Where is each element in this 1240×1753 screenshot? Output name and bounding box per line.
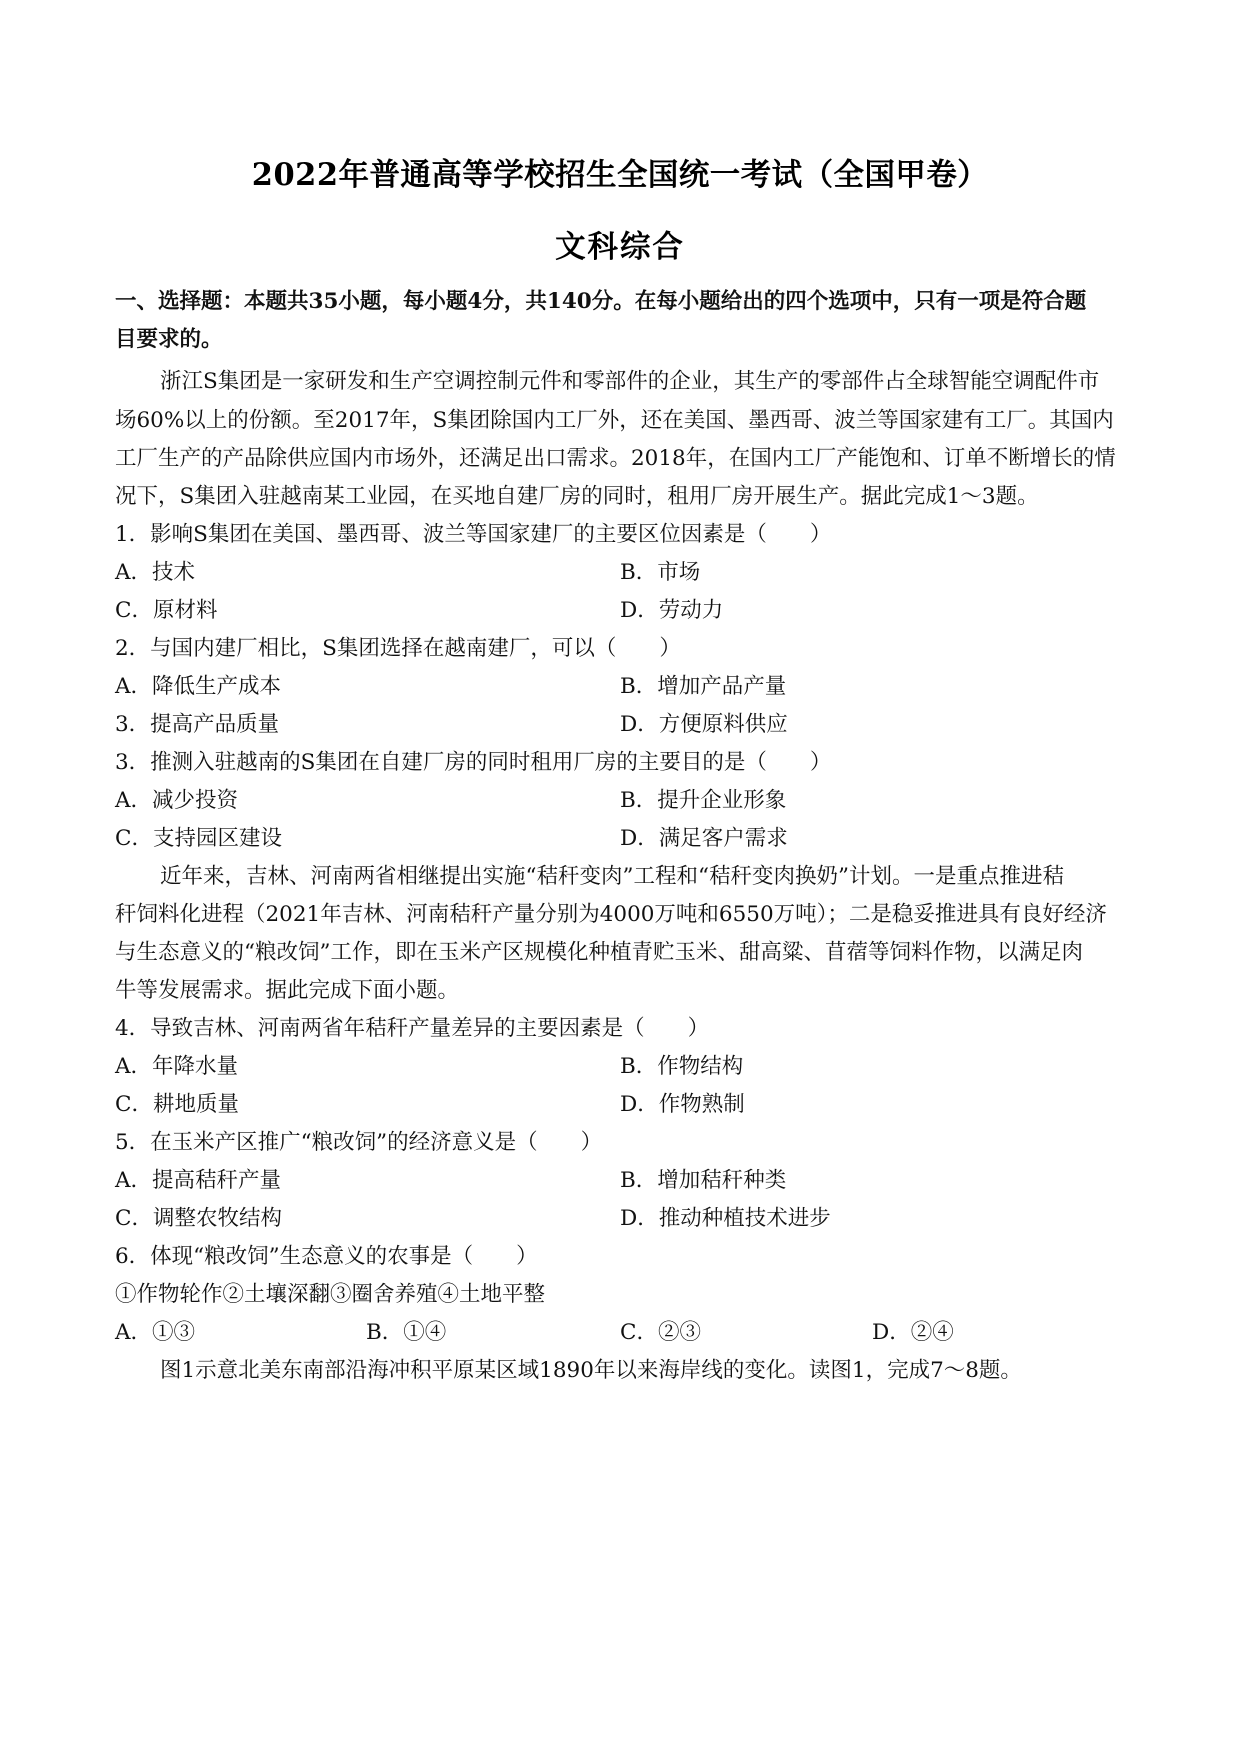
option: A．降低生产成本 <box>115 674 282 699</box>
option: C．原材料 <box>115 598 218 623</box>
question-stem: 5．在玉米产区推广“粮改饲”的经济意义是（ ） <box>115 1130 603 1155</box>
passage-line: 秆饲料化进程（2021年吉林、河南秸秆产量分别为4000万吨和6550万吨）；二是稳妥推进具有良好经济 <box>115 902 1107 927</box>
question-items: ①作物轮作②土壤深翻③圈舍养殖④土地平整 <box>115 1282 546 1307</box>
exam-title: 2022年普通高等学校招生全国统一考试（全国甲卷） <box>251 157 989 193</box>
option: D．作物熟制 <box>620 1092 745 1117</box>
question-stem: 1．影响S集团在美国、墨西哥、波兰等国家建厂的主要区位因素是（ ） <box>115 522 832 547</box>
passage-line: 况下，S集团入驻越南某工业园，在买地自建厂房的同时，租用厂房开展生产。据此完成1～3题。 <box>115 484 1039 509</box>
option: B．增加产品产量 <box>620 674 787 699</box>
option: B．提升企业形象 <box>620 788 787 813</box>
passage-line: 浙江S集团是一家研发和生产空调控制元件和零部件的企业，其生产的零部件占全球智能空调配件市 <box>160 369 1100 394</box>
option: D．劳动力 <box>620 598 724 623</box>
passage-line: 近年来，吉林、河南两省相继提出实施“秸秆变肉”工程和“秸秆变肉换奶”计划。一是重点推进秸 <box>160 864 1064 889</box>
option: B．作物结构 <box>620 1054 744 1079</box>
section-heading-line: 一、选择题：本题共35小题，每小题4分，共140分。在每小题给出的四个选项中，只有一项是符合题 <box>115 289 1087 314</box>
section-heading-line: 目要求的。 <box>115 327 223 352</box>
question-stem: 6．体现“粮改饲”生态意义的农事是（ ） <box>115 1244 538 1269</box>
option: D．②④ <box>872 1320 954 1345</box>
option: 3．提高产品质量 <box>115 712 280 737</box>
option: C．调整农牧结构 <box>115 1206 282 1231</box>
question-stem: 4．导致吉林、河南两省年秸秆产量差异的主要因素是（ ） <box>115 1016 710 1041</box>
option: C．支持园区建设 <box>115 826 282 851</box>
option: A．提高秸秆产量 <box>115 1168 282 1193</box>
passage-line: 场60%以上的份额。至2017年，S集团除国内工厂外，还在美国、墨西哥、波兰等国家建有工厂。其国内 <box>115 408 1114 433</box>
option: D．满足客户需求 <box>620 826 788 851</box>
option: B．市场 <box>620 560 701 585</box>
question-stem: 3．推测入驻越南的S集团在自建厂房的同时租用厂房的主要目的是（ ） <box>115 750 832 775</box>
passage-line: 牛等发展需求。据此完成下面小题。 <box>115 978 460 1003</box>
option: B．增加秸秆种类 <box>620 1168 787 1193</box>
option: D．推动种植技术进步 <box>620 1206 831 1231</box>
option: C．耕地质量 <box>115 1092 239 1117</box>
option: A．①③ <box>115 1320 196 1345</box>
passage-line: 与生态意义的“粮改饲”工作，即在玉米产区规模化种植青贮玉米、甜高粱、苜蓿等饲料作物，以满足肉 <box>115 940 1083 965</box>
option: A．技术 <box>115 560 196 585</box>
question-stem: 2．与国内建厂相比，S集团选择在越南建厂，可以（ ） <box>115 636 681 661</box>
passage-line: 图1示意北美东南部沿海冲积平原某区域1890年以来海岸线的变化。读图1，完成7～8题。 <box>160 1358 1022 1383</box>
option: B．①④ <box>366 1320 447 1345</box>
option: A．年降水量 <box>115 1054 239 1079</box>
option: D．方便原料供应 <box>620 712 788 737</box>
exam-subtitle: 文科综合 <box>555 229 685 265</box>
option: C．②③ <box>620 1320 701 1345</box>
option: A．减少投资 <box>115 788 239 813</box>
passage-line: 工厂生产的产品除供应国内市场外，还满足出口需求。2018年，在国内工厂产能饱和、订单不断增长的情 <box>115 446 1116 471</box>
